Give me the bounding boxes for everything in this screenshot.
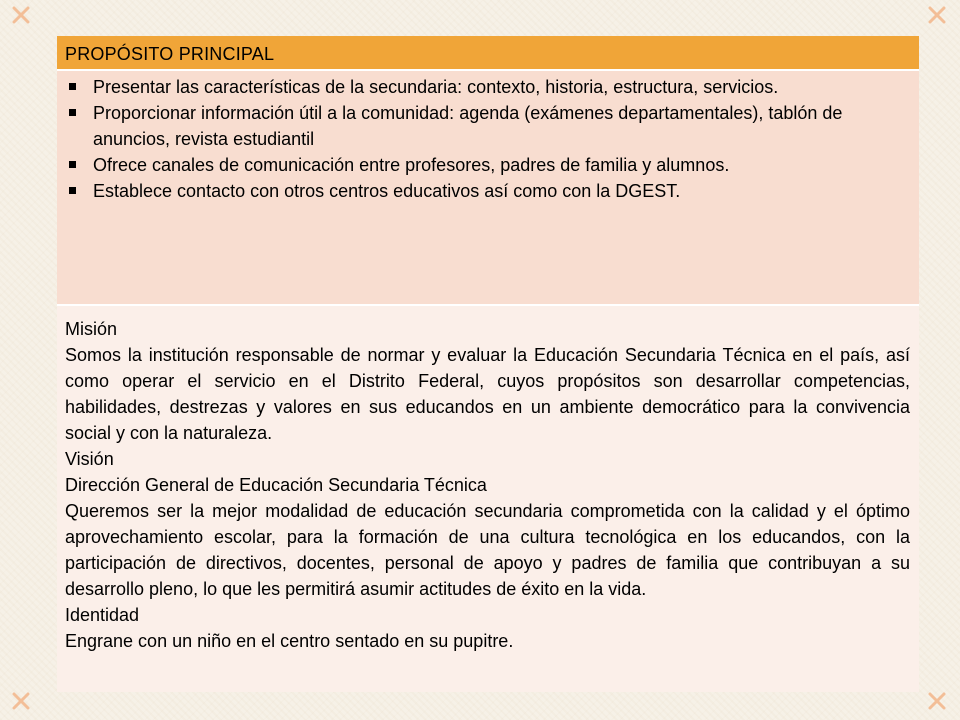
- identidad-heading: Identidad: [65, 605, 140, 625]
- list-item: Establece contacto con otros centros educativos así como con la DGEST.: [65, 178, 911, 204]
- vision-heading: Visión: [65, 449, 114, 469]
- square-bullet-icon: [69, 83, 76, 90]
- mision-text: Somos la institución responsable de normar y evaluar la Educación Secundaria Técnica en el país, así como operar el servicio en el Distrito Federal, cuyos propósitos son desarrollar competencias, habilidades, destrezas y valores en sus educandos en un ambiente democrático para la convivencia social y con la naturaleza.: [65, 345, 910, 443]
- purpose-list: [65, 74, 911, 204]
- vision-subtitle: Dirección General de Educación Secundaria Técnica: [65, 475, 487, 495]
- list-item: Proporcionar información útil a la comunidad: agenda (exámenes departamentales), tablón de anuncios, revista estudiantil: [65, 100, 911, 152]
- vision-text: Queremos ser la mejor modalidad de educación secundaria comprometida con la calidad y el óptimo aprovechamiento escolar, para la formación de una cultura tecnológica en los educandos, con la participación de directivos, docentes, personal de apoyo y padres de familia que contribuyan a su desarrollo pleno, lo que les permitirá asumir actitudes de éxito en la vida.: [65, 501, 910, 599]
- list-item: Presentar las características de la secundaria: contexto, historia, estructura, servicios.: [65, 74, 911, 100]
- table-header: [57, 36, 919, 71]
- square-bullet-icon: [69, 161, 76, 168]
- identidad-text: Engrane con un niño en el centro sentado en su pupitre.: [65, 631, 514, 651]
- mission-vision-body: [65, 316, 910, 654]
- list-item: Ofrece canales de comunicación entre profesores, padres de familia y alumnos.: [65, 152, 911, 178]
- content-table: [57, 36, 919, 692]
- square-bullet-icon: [69, 109, 76, 116]
- header-title: PROPÓSITO PRINCIPAL: [65, 44, 275, 64]
- square-bullet-icon: [69, 187, 76, 194]
- mission-vision-row: [57, 306, 919, 692]
- mision-heading: Misión: [65, 319, 118, 339]
